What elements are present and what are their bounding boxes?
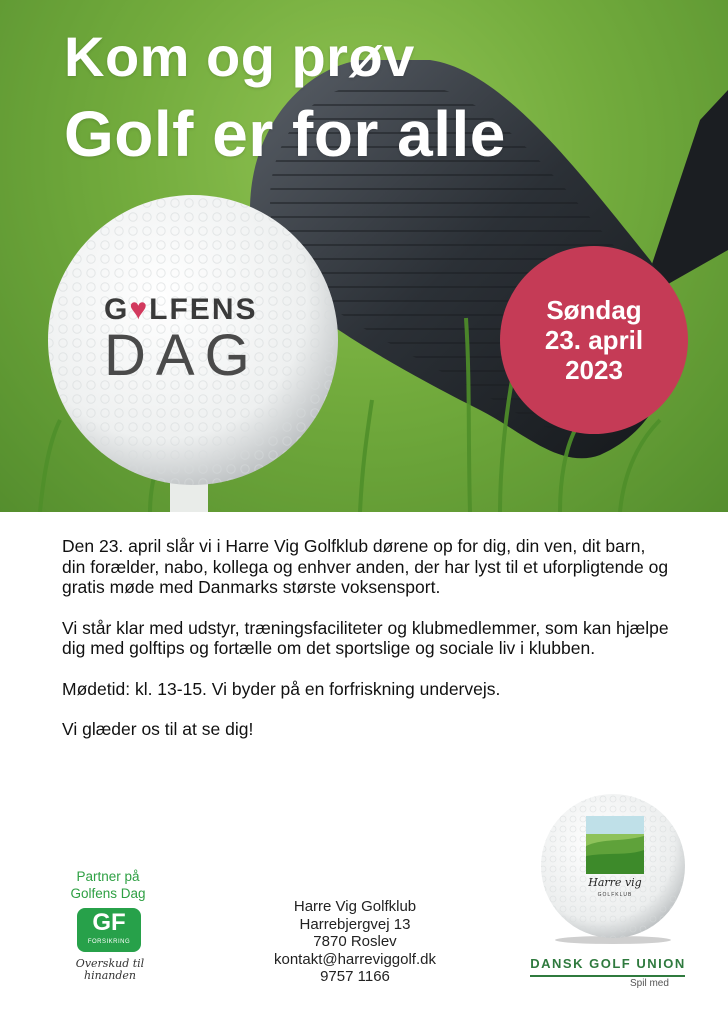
harre-vig-ball-logo [538,794,688,944]
heart-icon: ♥ [129,293,150,326]
paragraph-meeting-time: Mødetid: kl. 13-15. Vi byder på en forfriskning undervejs. [62,678,501,699]
union-tagline: Spil med [630,978,669,989]
dag-logo-word: DAG [104,323,260,388]
date-badge-year: 2023 [565,355,623,385]
union-divider [530,975,685,977]
club-city: 7870 Roslev [313,933,397,950]
date-badge-date: 23. april [544,325,644,355]
headline-line-1: Kom og prøv [64,25,415,88]
paragraph-closing: Vi glæder os til at se dig! [62,719,254,739]
gf-tagline: Overskud til hinanden [75,957,145,982]
partner-label: Partner på Golfens Dag [70,869,146,901]
harre-vig-logo-name: Harre vig [588,876,642,889]
golfens-logo-word: G♥LFENS [104,293,258,326]
date-badge-day: Søndag [546,295,642,325]
golfens-dag-logo [104,294,294,386]
gf-forsikring-logo: GF FORSIKRING [77,908,141,952]
club-name: Harre Vig Golfklub [293,898,417,915]
date-badge [500,246,688,434]
club-street: Harrebjergvej 13 [299,915,411,933]
dansk-golf-union-logo: DANSK GOLF UNION [530,956,686,971]
harre-vig-logo-sub: GOLFKLUB [597,892,633,898]
club-phone[interactable]: 9757 1166 [320,968,390,985]
invitation-text [62,536,672,760]
club-email[interactable]: kontakt@harreviggolf.dk [274,950,436,968]
club-address [250,898,460,986]
headline-line-2: Golf er for alle [64,98,506,170]
paragraph-equipment: Vi står klar med udstyr, træningsfaciliteter og klubmedlemmer, som kan hjælpe dig med golftips og fortælle om det sportslige og sociale liv i klubben. [62,617,669,658]
paragraph-intro: Den 23. april slår vi i Harre Vig Golfklub dørene op for dig, din ven, dit barn, din forælder, nabo, kollega og enhver anden, der har lyst til et uforpligtende og gratis møde med Danmarks største voksensport. [62,536,669,597]
